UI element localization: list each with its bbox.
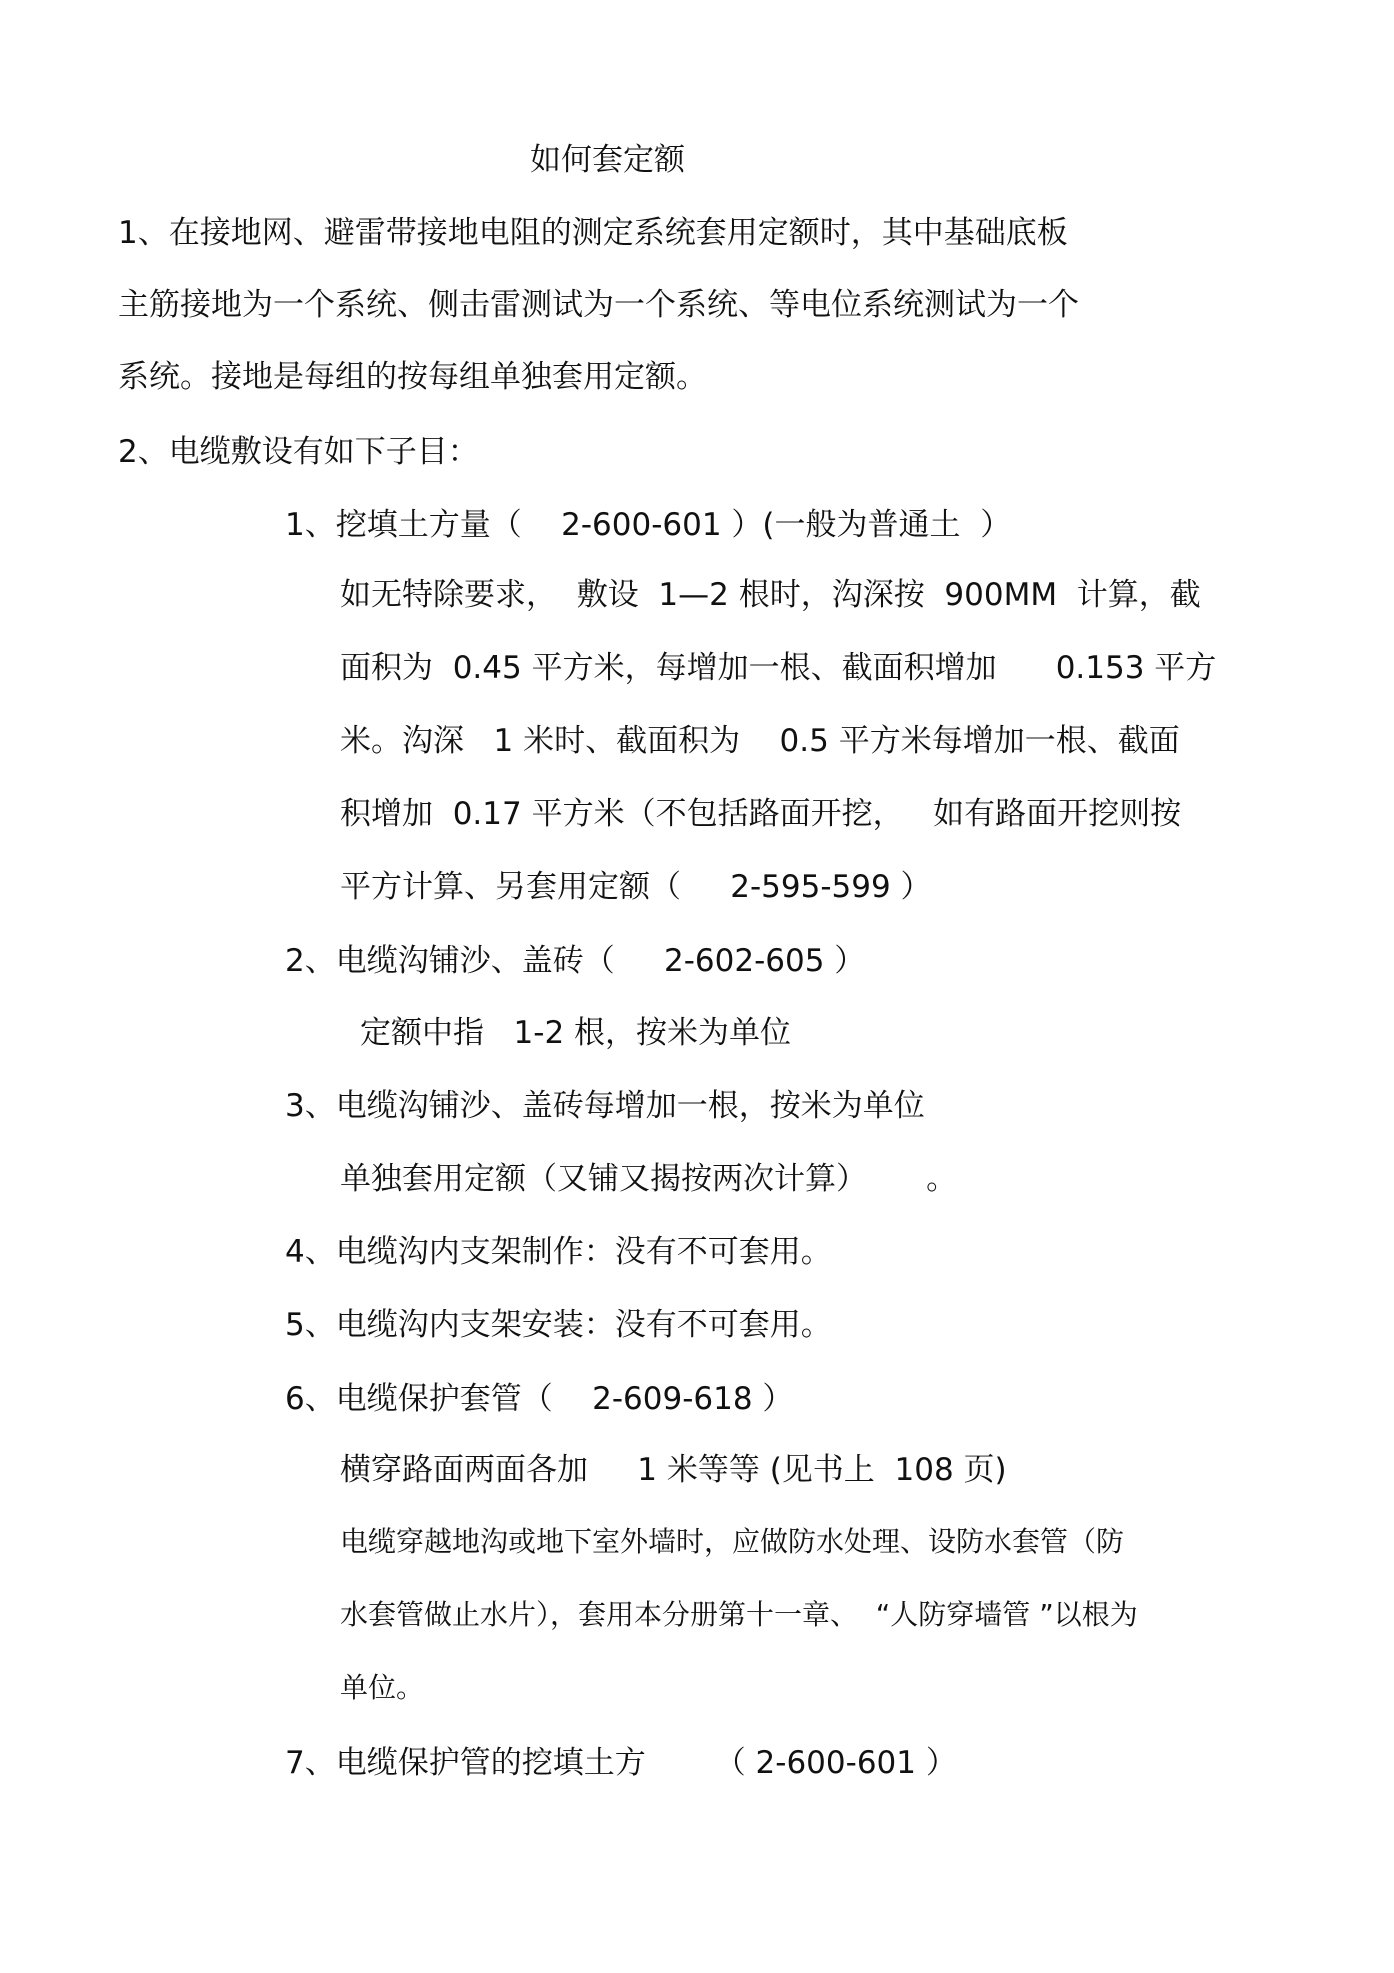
list-item: 2、电缆沟铺沙、盖砖（ 2-602-605 ） — [285, 943, 866, 979]
list-item: 5、电缆沟内支架安装：没有不可套用。 — [285, 1307, 832, 1343]
paragraph-line: 系统。接地是每组的按每组单独套用定额。 — [118, 359, 707, 395]
list-item-detail: 面积为 0.45 平方米，每增加一根、截面积增加 0.153 平方 — [340, 650, 1217, 686]
paragraph-line: 1、在接地网、避雷带接地电阻的测定系统套用定额时，其中基础底板 — [118, 215, 1068, 251]
list-item-detail: 横穿路面两面各加 1 米等等 (见书上 108 页) — [340, 1452, 1007, 1488]
list-item-detail: 积增加 0.17 平方米（不包括路面开挖， 如有路面开挖则按 — [340, 796, 1182, 832]
list-item-detail: 单独套用定额（又铺又揭按两次计算） 。 — [340, 1161, 958, 1197]
list-item: 4、电缆沟内支架制作：没有不可套用。 — [285, 1234, 832, 1270]
list-item: 3、电缆沟铺沙、盖砖每增加一根，按米为单位 — [285, 1088, 925, 1124]
list-item-detail: 电缆穿越地沟或地下室外墙时，应做防水处理、设防水套管（防 — [340, 1525, 1125, 1558]
section-heading: 2、电缆敷设有如下子目： — [118, 434, 479, 470]
list-item: 6、电缆保护套管（ 2-609-618 ） — [285, 1381, 794, 1417]
page-title: 如何套定额 — [530, 142, 685, 178]
list-item: 7、电缆保护管的挖填土方 （ 2-600-601 ） — [285, 1745, 957, 1781]
list-item-detail: 平方计算、另套用定额（ 2-595-599 ） — [340, 869, 932, 905]
list-item-detail: 水套管做止水片），套用本分册第十一章、 “人防穿墙管 ”以根为 — [340, 1598, 1138, 1631]
paragraph-line: 主筋接地为一个系统、侧击雷测试为一个系统、等电位系统测试为一个 — [118, 287, 1079, 323]
list-item-detail: 定额中指 1-2 根，按米为单位 — [360, 1015, 792, 1051]
list-item-detail: 如无特除要求， 敷设 1—2 根时，沟深按 900MM 计算，截 — [340, 577, 1201, 613]
list-item-detail: 单位。 — [340, 1671, 425, 1704]
list-item-detail: 米。沟深 1 米时、截面积为 0.5 平方米每增加一根、截面 — [340, 723, 1180, 759]
list-item: 1、挖填土方量（ 2-600-601 ）(一般为普通土 ） — [285, 507, 1012, 543]
